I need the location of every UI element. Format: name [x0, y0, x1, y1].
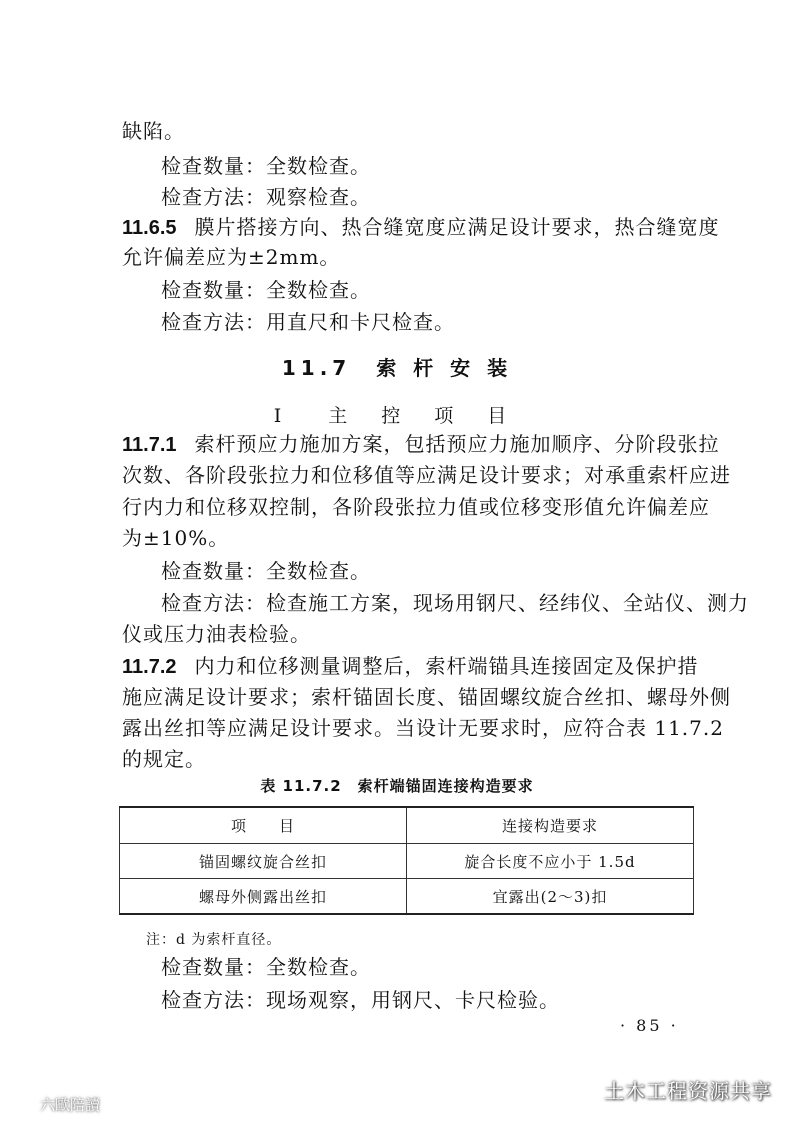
text-line: 检查方法：观察检查。	[161, 185, 371, 209]
text-line: 仪或压力油表检验。	[122, 622, 311, 646]
text-line: 的规定。	[122, 747, 206, 771]
table-cell: 宜露出(2～3)扣	[407, 879, 694, 915]
table-header-row	[120, 807, 694, 844]
clause-11-7-1	[122, 430, 720, 459]
text-line: 行内力和位移双控制，各阶段张拉力值或位移变形值允许偏差应	[122, 495, 710, 519]
watermark-text: 土木工程资源共享	[604, 1079, 772, 1103]
table-row	[120, 844, 694, 879]
clause-number: 11.6.5	[122, 217, 177, 239]
clause-11-7-2	[122, 652, 699, 681]
text-line: 检查数量：全数检查。	[161, 278, 371, 302]
text-line: 索杆预应力施加方案，包括预应力施加顺序、分阶段张拉	[194, 432, 720, 456]
table-cell: 锚固螺纹旋合丝扣	[120, 844, 407, 879]
page-number: · 85 ·	[620, 1016, 679, 1035]
text-line: 膜片搭接方向、热合缝宽度应满足设计要求，热合缝宽度	[194, 215, 720, 239]
section-subtitle: Ⅰ 主 控 项 目	[273, 405, 521, 427]
watermark-right	[572, 1075, 772, 1104]
watermark-left	[6, 1093, 100, 1115]
text-line: 检查方法：用直尺和卡尺检查。	[161, 310, 455, 334]
text-line: 缺陷。	[122, 119, 185, 143]
text-line: 施应满足设计要求；索杆锚固长度、锚固螺纹旋合丝扣、螺母外侧	[122, 685, 731, 709]
text-line: 次数、各阶段张拉力和位移值等应满足设计要求；对承重索杆应进	[122, 463, 731, 487]
section-title: 11.7 索 杆 安 装	[281, 356, 513, 380]
watermark-text: 六歐陪讀	[40, 1095, 101, 1114]
text-line: 为±10%。	[122, 526, 230, 550]
text-line: 露出丝扣等应满足设计要求。当设计无要求时，应符合表 11.7.2	[122, 716, 724, 740]
text-line: 检查数量：全数检查。	[161, 154, 371, 178]
table-header-cell: 连接构造要求	[407, 807, 694, 844]
clause-11-6-5	[122, 213, 720, 242]
text-line: 检查方法：检查施工方案，现场用钢尺、经纬仪、全站仪、测力	[161, 591, 749, 615]
clause-number: 11.7.2	[122, 656, 177, 678]
text-line: 检查方法：现场观察，用钢尺、卡尺检验。	[161, 988, 560, 1012]
text-line: 内力和位移测量调整后，索杆端锚具连接固定及保护措	[194, 654, 699, 678]
clause-number: 11.7.1	[122, 434, 177, 456]
text-line: 允许偏差应为±2mm。	[122, 245, 341, 269]
logo-icon	[6, 1093, 36, 1115]
table-header-cell: 项 目	[120, 807, 407, 844]
table-cell: 螺母外侧露出丝扣	[120, 879, 407, 915]
table-row	[120, 879, 694, 915]
wechat-icon	[572, 1080, 598, 1100]
table-caption: 表 11.7.2 索杆端锚固连接构造要求	[260, 777, 534, 795]
text-line: 检查数量：全数检查。	[161, 955, 371, 979]
table-note: 注：d 为索杆直径。	[146, 932, 282, 948]
table-cell: 旋合长度不应小于 1.5d	[407, 844, 694, 879]
spec-table	[119, 806, 694, 915]
text-line: 检查数量：全数检查。	[161, 559, 371, 583]
